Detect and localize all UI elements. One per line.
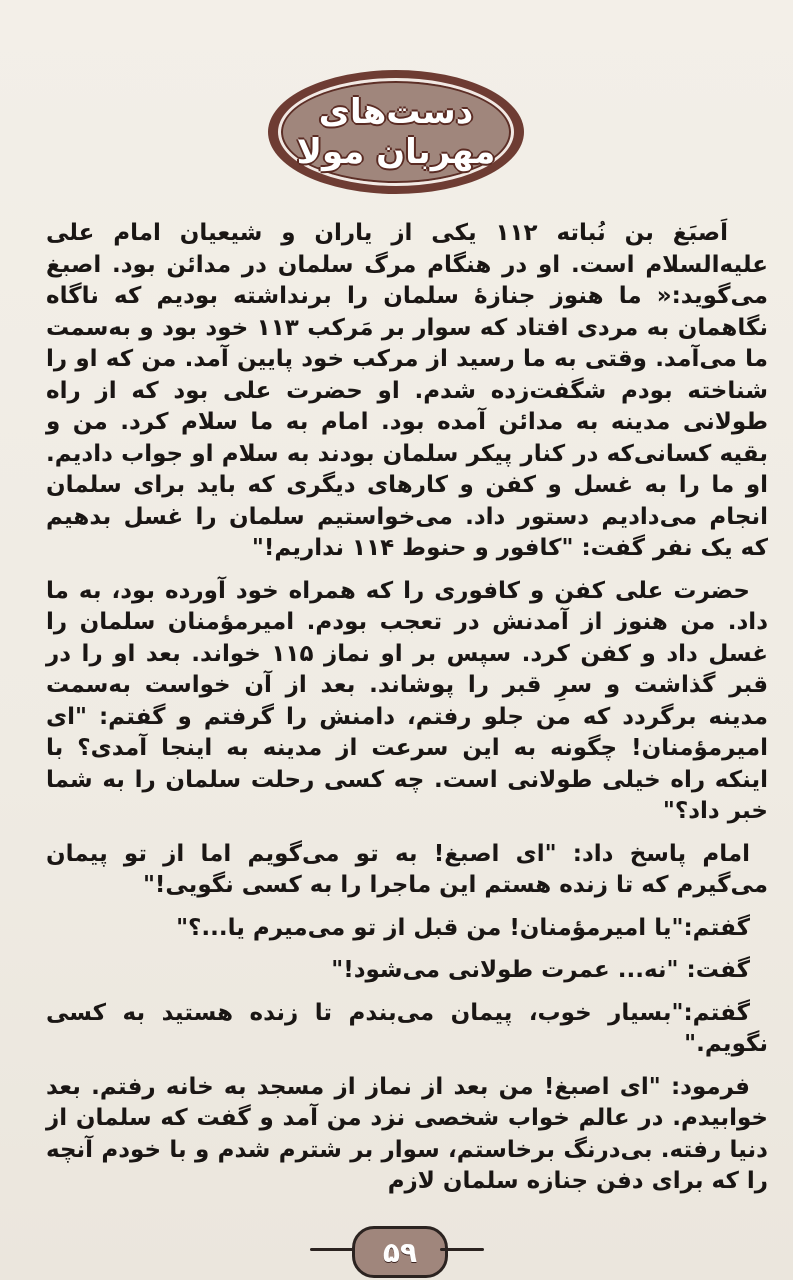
chapter-title-emblem	[278, 78, 514, 186]
paragraph-6: گفتم:"بسیار خوب، پیمان می‌بندم تا زنده هستید به کسی نگویم."	[46, 999, 768, 1057]
story-text	[46, 218, 768, 1209]
paragraph-7: فرمود: "ای اصبغ! من بعد از نماز از مسجد به خانه رفتم. بعد خوابیدم. در عالم خواب شخصی نزد من آمد و گفت که سلمان از دنیا رفته. بی‌درنگ برخاستم، سوار بر شترم شدم و با خودم آنچه را که برای دفن جنازه سلمان لازم	[46, 1073, 768, 1194]
footer-rule-right	[440, 1248, 484, 1251]
page-footer	[0, 1222, 793, 1272]
paragraph-4: گفتم:"یا امیرمؤمنان! من قبل از تو می‌میرم یا...؟"	[176, 914, 750, 941]
footer-rule-left	[310, 1248, 354, 1251]
chapter-title-line-2: مهربان مولا	[296, 132, 496, 172]
paragraph-3: امام پاسخ داد: "ای اصبغ! به تو می‌گویم اما از تو پیمان می‌گیرم که تا زنده هستم این ماجرا را به کسی نگویی!"	[46, 840, 768, 898]
chapter-title-line-1: دست‌های	[318, 92, 474, 132]
paragraph-2: حضرت علی کفن و کافوری را که همراه خود آورده بود، به ما داد. من هنوز از آمدنش در تعجب بودم. امیرمؤمنان سلمان را غسل داد و کفن کرد. سپس بر او نماز ۱۱۵ خواند. بعد او را در قبر گذاشت و سرِ قبر را پوشاند. بعد از آن خواست به‌سمت مدینه برگردد که من جلو رفتم، دامنش را گرفتم و گفتم: "ای امیرمؤمنان! چگونه به این سرعت از مدینه به اینجا آمدی؟ با اینکه راه خیلی طولانی است. چه کسی رحلت سلمان را به شما خبر داد؟"	[46, 577, 768, 824]
page-number: ۵۹	[352, 1226, 448, 1278]
paragraph-5: گفت: "نه... عمرت طولانی می‌شود!"	[331, 957, 750, 983]
paragraph-1: اَصبَغ بن نُباته ۱۱۲ یکی از یاران و شیعیان امام علی علیه‌السلام است. او در هنگام مرگ سلمان در مدائن بود. اصبغ می‌گوید:« ما هنوز جنازهٔ سلمان را برنداشته بودیم که ناگاه نگاهمان به مردی افتاد که سوار بر مَرکب ۱۱۳ خود بود و به‌سمت ما می‌آمد. وقتی به ما رسید از مرکب خود پایین آمد. من که او را شناخته بودم شگفت‌زده شدم. او حضرت علی بود که از راه طولانی مدینه به مدائن آمده بود. امام به ما سلام کرد. من و بقیه کسانی‌که در کنار پیکر سلمان بودند به سلام او جواب دادیم. او ما را به غسل و کفن و کارهای دیگری که باید برای سلمان انجام می‌دادیم دستور داد. می‌خواستیم سلمان را غسل بدهیم که یک نفر گفت: "کافور و حنوط ۱۱۴ نداریم!"	[46, 220, 768, 561]
chapter-title-badge	[268, 70, 524, 194]
